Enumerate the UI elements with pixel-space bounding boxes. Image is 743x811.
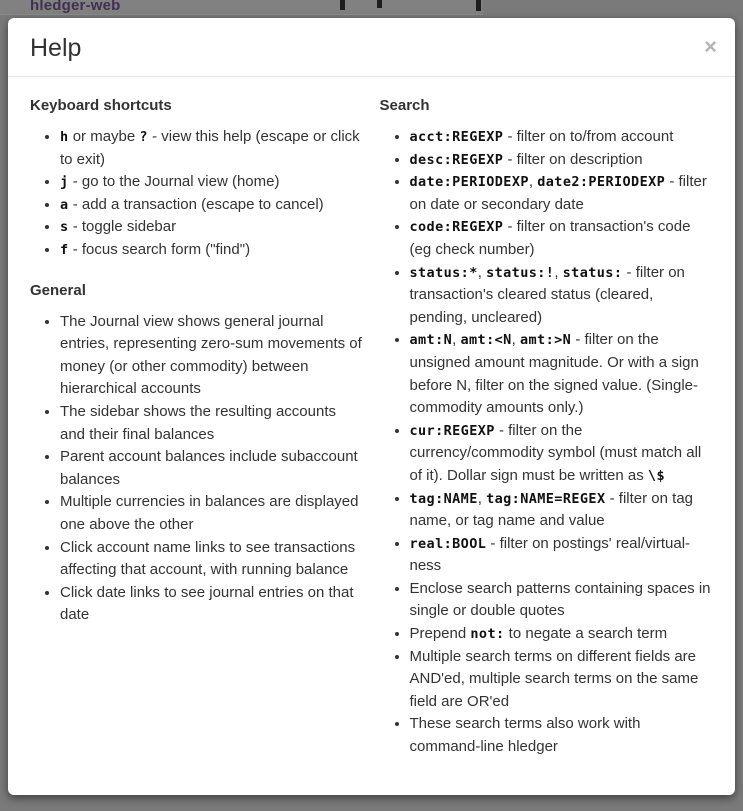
text-segment: - filter on postings' real/virtual-ness — [409, 534, 691, 575]
list-item — [60, 401, 364, 446]
text-segment: These search terms also work with command-line hledger — [409, 715, 641, 756]
text-segment: - view this help (escape or click to exit) — [60, 128, 360, 168]
section-heading-keyboard-shortcuts: Keyboard shortcuts — [30, 97, 172, 114]
code-token: code:REGEXP — [409, 219, 504, 236]
text-segment: - filter on tag name, or tag name and value — [409, 489, 694, 530]
text-segment: - filter on the unsigned amount magnitude. Or with a sign before N, filter on the signed value. (Single-commodity amounts only.) — [409, 331, 699, 417]
code-token: amt:>N — [520, 332, 572, 349]
list-item — [60, 239, 364, 262]
text-segment: , — [477, 489, 487, 507]
code-token: desc:REGEXP — [409, 151, 504, 168]
section-heading-search: Search — [379, 97, 430, 114]
text-segment: to negate a search term — [504, 625, 668, 643]
text-segment: - filter on description — [503, 150, 643, 168]
list-item — [60, 491, 364, 536]
text-segment: - toggle sidebar — [68, 218, 177, 236]
text-segment: Parent account balances include subaccount balances — [60, 448, 358, 488]
text-segment: Multiple currencies in balances are displayed one above the other — [60, 493, 359, 533]
help-dialog-header — [8, 18, 735, 77]
code-token: acct:REGEXP — [409, 129, 504, 145]
text-segment: Click account name links to see transactions affecting that account, with running balance — [60, 538, 356, 579]
text-segment: - go to the Journal view (home) — [68, 173, 280, 191]
list-item — [60, 126, 364, 171]
text-segment: - add a transaction (escape to cancel) — [68, 195, 324, 213]
code-token: tag:NAME — [409, 490, 478, 507]
hledger-web-brand-link: hledger-web — [30, 0, 121, 13]
text-segment: Multiple search terms on different fields are AND'ed, multiple search terms on the same field are OR'ed — [409, 647, 699, 710]
text-segment: - filter on transaction's cleared status (cleared, pending, uncleared) — [409, 263, 685, 326]
code-token: amt:<N — [460, 332, 512, 349]
text-segment: , — [477, 263, 487, 281]
text-segment: - focus search form ("find") — [68, 240, 251, 258]
text-segment: , — [452, 331, 461, 349]
text-segment: , — [554, 263, 563, 281]
close-icon[interactable]: × — [704, 34, 717, 59]
right-column — [380, 85, 714, 779]
list-item — [60, 582, 364, 627]
list-item — [410, 533, 714, 578]
list-item — [60, 446, 364, 491]
text-segment: , — [528, 173, 538, 191]
list-item — [410, 216, 714, 261]
code-token: status:* — [409, 264, 478, 281]
list-item — [410, 713, 714, 758]
list-item — [410, 329, 714, 419]
code-token: tag:NAME=REGEX — [486, 490, 606, 507]
dialog-title: Help — [30, 34, 82, 62]
text-segment: or maybe — [68, 128, 140, 145]
code-token: h — [60, 129, 69, 145]
text-segment: The Journal view shows general journal entries, representing zero-sum movements of money (or other commodity) between hierarchical accounts — [60, 312, 362, 398]
list-item — [410, 578, 714, 623]
code-token: amt:N — [409, 332, 453, 349]
list-item — [410, 262, 714, 330]
code-token: date:PERIODEXP — [409, 174, 529, 191]
background-text-fragment — [340, 0, 345, 10]
list-item — [410, 646, 714, 714]
list-item — [410, 488, 714, 533]
keyboard-shortcuts-list — [30, 126, 364, 262]
code-token: cur:REGEXP — [409, 422, 495, 439]
text-segment: - filter on date or secondary date — [409, 173, 707, 213]
list-item — [410, 149, 714, 172]
list-item — [410, 126, 714, 149]
text-segment: - filter on the currency/commodity symbol (must match all of it). Dollar sign must be written as — [409, 421, 702, 484]
code-token: not: — [470, 626, 505, 643]
list-item — [410, 420, 714, 488]
text-segment: The sidebar shows the resulting accounts and their final balances — [60, 402, 336, 443]
general-list — [30, 311, 364, 627]
background-text-fragment — [377, 0, 382, 8]
code-token: f — [60, 241, 69, 258]
text-segment: , — [511, 331, 520, 349]
left-column — [30, 85, 364, 779]
list-item — [410, 623, 714, 646]
search-syntax-list — [380, 126, 714, 759]
code-token: real:BOOL — [409, 535, 487, 552]
background-text-fragment — [476, 0, 481, 11]
code-token: status: — [562, 264, 623, 281]
code-token: status:! — [486, 264, 555, 281]
text-segment: Prepend — [409, 625, 471, 643]
text-segment: Click date links to see journal entries on that date — [60, 583, 354, 624]
text-segment: - filter on to/from account — [503, 128, 674, 145]
section-heading-general: General — [30, 281, 86, 299]
text-segment: Enclose search patterns containing spaces in single or double quotes — [409, 579, 711, 620]
text-segment: - filter on transaction's code (eg check number) — [409, 218, 691, 258]
code-token: s — [60, 219, 69, 236]
list-item — [60, 537, 364, 582]
code-token: \$ — [647, 467, 665, 484]
code-token: j — [60, 174, 69, 191]
list-item — [60, 194, 364, 217]
help-dialog — [8, 18, 735, 795]
code-token: ? — [139, 129, 148, 145]
list-item — [60, 171, 364, 194]
code-token: date2:PERIODEXP — [537, 174, 666, 191]
help-dialog-body — [8, 77, 735, 789]
list-item — [60, 311, 364, 401]
list-item — [60, 216, 364, 239]
code-token: a — [60, 196, 69, 213]
list-item — [410, 171, 714, 216]
